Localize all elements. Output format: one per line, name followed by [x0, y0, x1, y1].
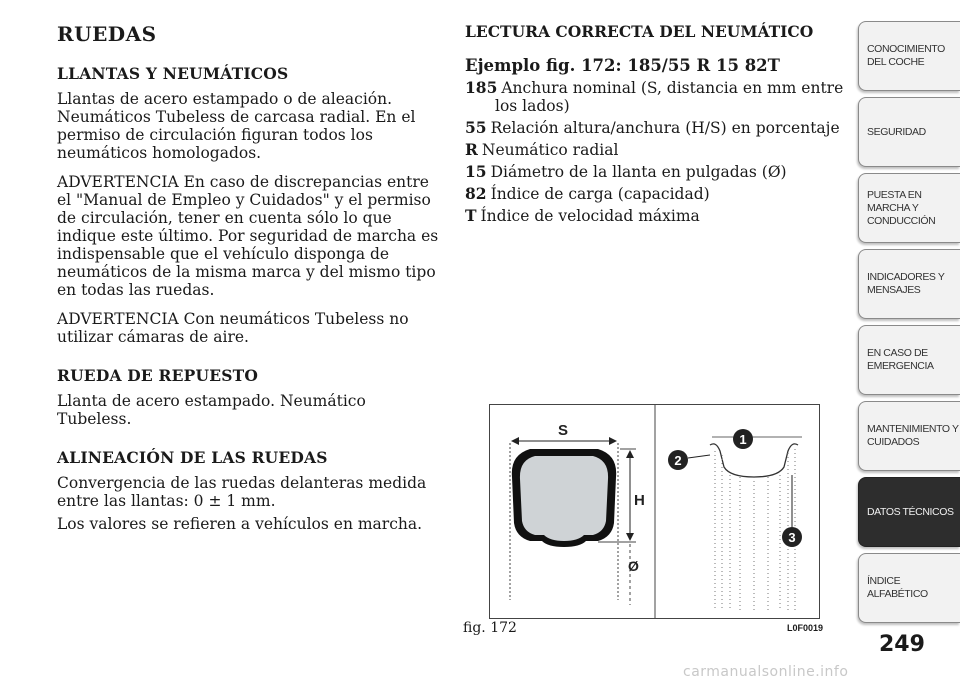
paragraph: Llantas de acero estampado o de aleación. Neumáticos Tubeless de carcasa radial. En el permiso de circulación figuran todos los neumáticos homologados. — [57, 90, 416, 162]
tab-emergencia[interactable] — [858, 325, 960, 395]
tab-puesta-en-marcha[interactable] — [858, 173, 960, 243]
tab-seguridad[interactable] — [858, 97, 960, 167]
definition-item — [465, 79, 845, 115]
callout-1-label: 1 — [739, 432, 747, 447]
tire-diagram-figure — [489, 404, 820, 619]
tab-label: CONOCIMIENTO DEL COCHE — [867, 43, 945, 68]
tire-cross-section — [512, 449, 616, 547]
paragraph: ADVERTENCIA Con neumáticos Tubeless no utilizar cámaras de aire. — [57, 310, 409, 346]
definition-code: T — [465, 206, 477, 225]
label-diameter: Ø — [628, 558, 639, 574]
tab-conocimiento[interactable] — [858, 21, 960, 91]
paragraph: Los valores se refieren a vehículos en marcha. — [57, 515, 423, 533]
definition-code: 15 — [465, 162, 487, 181]
rim-profile — [710, 437, 802, 610]
definition-text: Diámetro de la llanta en pulgadas (Ø) — [490, 163, 787, 181]
definition-text: Índice de velocidad máxima — [480, 207, 700, 225]
label-s: S — [558, 422, 569, 439]
definition-item — [465, 207, 845, 225]
tab-indicadores[interactable] — [858, 249, 960, 319]
figure-code: L0F0019 — [786, 623, 823, 633]
chapter-tabs — [858, 21, 960, 629]
definition-text: Anchura nominal (S, distancia en mm entre los lados) — [495, 79, 844, 115]
tire-example: Ejemplo fig. 172: 185/55 R 15 82T — [465, 56, 780, 75]
section-title: RUEDAS — [57, 22, 157, 46]
figure-caption — [463, 620, 823, 636]
tab-label: PUESTA EN MARCHA Y CONDUCCIÓN — [867, 188, 936, 227]
definition-item — [465, 119, 845, 137]
heading-llantas: LLANTAS Y NEUMÁTICOS — [57, 64, 289, 83]
paragraph: ADVERTENCIA En caso de discrepancias entre el "Manual de Empleo y Cuidados" y el permiso de circulación, tener en cuenta sólo lo que indique este último. Por seguridad de marcha es indispensable que el vehículo disponga de neumáticos de la misma marca y del mismo tipo en todas las ruedas. — [57, 173, 439, 299]
definition-text: Relación altura/anchura (H/S) en porcentaje — [490, 119, 840, 137]
definition-text: Índice de carga (capacidad) — [490, 185, 710, 203]
tire-reading-title: LECTURA CORRECTA DEL NEUMÁTICO — [465, 22, 814, 41]
definition-item — [465, 141, 845, 159]
definition-code: R — [465, 140, 478, 159]
left-column — [57, 22, 442, 544]
definition-item — [465, 163, 845, 181]
tab-label: SEGURIDAD — [867, 125, 926, 138]
tire-diagram — [490, 405, 819, 618]
heading-repuesto: RUEDA DE REPUESTO — [57, 366, 259, 385]
figure-number: fig. 172 — [463, 620, 517, 636]
tab-label: MANTENIMIENTO Y CUIDADOS — [867, 423, 959, 448]
heading-alineacion: ALINEACIÓN DE LAS RUEDAS — [57, 448, 328, 467]
tab-label: ÍNDICE ALFABÉTICO — [867, 575, 928, 600]
label-h: H — [634, 492, 645, 509]
tab-mantenimiento[interactable] — [858, 401, 960, 471]
tab-indice[interactable] — [858, 553, 960, 623]
watermark: carmanualsonline.info — [683, 664, 849, 680]
right-column — [465, 22, 845, 229]
callout-2-leader — [688, 455, 710, 458]
definition-code: 55 — [465, 118, 487, 137]
tab-datos-tecnicos[interactable] — [858, 477, 960, 547]
definition-text: Neumático radial — [481, 141, 619, 159]
definition-code: 185 — [465, 78, 498, 97]
definition-item — [465, 185, 845, 203]
definition-code: 82 — [465, 184, 487, 203]
tab-label: INDICADORES Y MENSAJES — [867, 271, 945, 296]
paragraph: Convergencia de las ruedas delanteras medida entre las llantas: 0 ± 1 mm. — [57, 474, 427, 510]
tab-label: DATOS TÉCNICOS — [867, 505, 954, 518]
page-number: 249 — [879, 632, 925, 657]
callout-2-label: 2 — [674, 453, 682, 468]
callout-3-label: 3 — [788, 530, 796, 545]
tab-label: EN CASO DE EMERGENCIA — [867, 347, 934, 372]
paragraph: Llanta de acero estampado. Neumático Tubeless. — [57, 392, 366, 428]
